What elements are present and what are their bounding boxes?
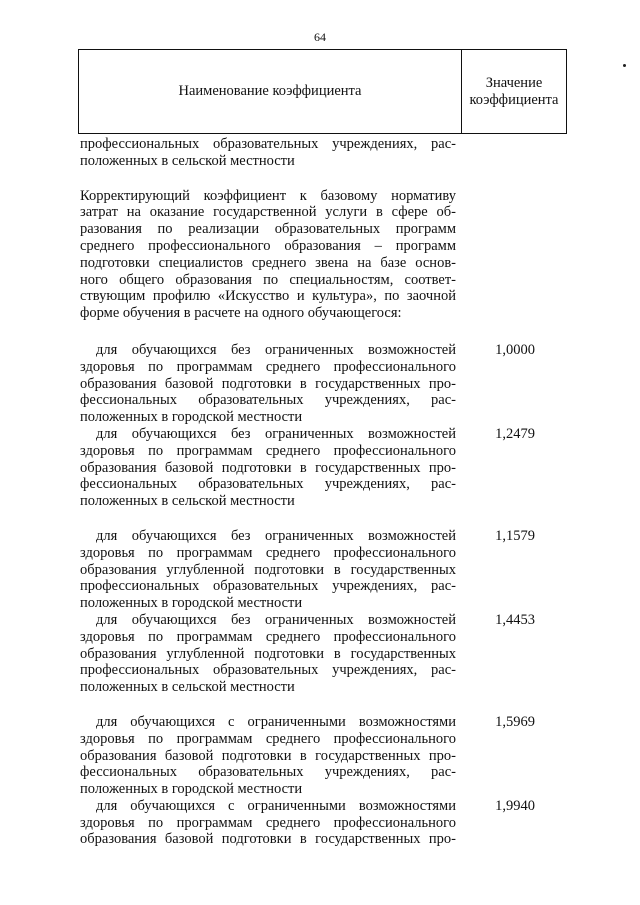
text-line: образования углубленной подготовки в государственных bbox=[80, 645, 456, 662]
table-row bbox=[80, 136, 568, 170]
text-line: профессиональных образовательных учреждениях, рас- bbox=[80, 578, 456, 595]
text-line: образования базовой подготовки в государственных про- bbox=[80, 459, 456, 476]
text-line: фессиональных образовательных учреждениях, рас- bbox=[80, 476, 456, 493]
row-value: 1,1579 bbox=[495, 527, 535, 544]
text-line: положенных в сельской местности bbox=[80, 493, 295, 510]
row-value: 1,9940 bbox=[495, 797, 535, 814]
text-line: разования по реализации образовательных программ bbox=[80, 221, 456, 238]
text-line: затрат на оказание государственной услуги в сфере об- bbox=[80, 204, 456, 221]
text-line: для обучающихся без ограниченных возможностей bbox=[96, 611, 456, 628]
row-description bbox=[80, 714, 456, 798]
text-line: здоровья по программам среднего профессионального bbox=[80, 544, 456, 561]
row-description bbox=[80, 528, 456, 612]
row-value: 1,4453 bbox=[495, 611, 535, 628]
text-line: профессиональных образовательных учреждениях, рас- bbox=[80, 662, 456, 679]
row-description bbox=[80, 188, 456, 322]
text-line: здоровья по программам среднего профессионального bbox=[80, 628, 456, 645]
text-line: положенных в сельской местности bbox=[80, 152, 295, 169]
row-description bbox=[80, 798, 456, 848]
text-line: для обучающихся без ограниченных возможностей bbox=[96, 341, 456, 358]
text-line: ствующим профилю «Искусство и культура», по заочной bbox=[80, 288, 456, 305]
table-row bbox=[80, 426, 568, 510]
row-description bbox=[80, 612, 456, 696]
text-line: образования базовой подготовки в государственных про- bbox=[80, 831, 456, 848]
scan-mark bbox=[623, 64, 626, 67]
row-description bbox=[80, 426, 456, 510]
column-header-value: Значение коэффициента bbox=[469, 74, 559, 108]
text-line: профессиональных образовательных учреждениях, рас- bbox=[80, 136, 456, 152]
text-line: здоровья по программам среднего профессионального bbox=[80, 730, 456, 747]
table-row bbox=[80, 612, 568, 696]
text-line: Корректирующий коэффициент к базовому нормативу bbox=[80, 187, 456, 204]
text-line: фессиональных образовательных учреждениях, рас- bbox=[80, 764, 456, 781]
text-line: положенных в городской местности bbox=[80, 409, 303, 426]
text-line: образования базовой подготовки в государственных про- bbox=[80, 375, 456, 392]
text-line: среднего профессионального образования – программ bbox=[80, 237, 456, 254]
page-number: 64 bbox=[314, 30, 326, 44]
text-line: образования базовой подготовки в государственных про- bbox=[80, 747, 456, 764]
text-line: здоровья по программам среднего профессионального bbox=[80, 358, 456, 375]
table-header bbox=[78, 49, 567, 134]
table-row bbox=[80, 714, 568, 798]
text-line: положенных в сельской местности bbox=[80, 679, 295, 696]
row-value: 1,2479 bbox=[495, 425, 535, 442]
text-line: для обучающихся без ограниченных возможностей bbox=[96, 425, 456, 442]
text-line: для обучающихся с ограниченными возможностями bbox=[96, 797, 456, 814]
table-row bbox=[80, 798, 568, 848]
table-row bbox=[80, 528, 568, 612]
text-line: для обучающихся без ограниченных возможностей bbox=[96, 527, 456, 544]
table-body bbox=[80, 134, 568, 848]
text-line: здоровья по программам среднего профессионального bbox=[80, 442, 456, 459]
row-value: 1,5969 bbox=[495, 713, 535, 730]
text-line: ного общего образования по специальностям, соответ- bbox=[80, 271, 456, 288]
row-description bbox=[80, 342, 456, 426]
row-description bbox=[80, 136, 456, 170]
text-line: подготовки специалистов среднего звена на базе основ- bbox=[80, 254, 456, 271]
text-line: образования углубленной подготовки в государственных bbox=[80, 561, 456, 578]
text-line: для обучающихся с ограниченными возможностями bbox=[96, 713, 456, 730]
table-row bbox=[80, 188, 568, 322]
text-line: положенных в городской местности bbox=[80, 595, 303, 612]
text-line: фессиональных образовательных учреждениях, рас- bbox=[80, 392, 456, 409]
row-value: 1,0000 bbox=[495, 341, 535, 358]
column-header-name: Наименование коэффициента bbox=[79, 50, 462, 133]
text-line: здоровья по программам среднего профессионального bbox=[80, 814, 456, 831]
text-line: положенных в городской местности bbox=[80, 781, 303, 798]
text-line: форме обучения в расчете на одного обучающегося: bbox=[80, 305, 402, 322]
table-row bbox=[80, 342, 568, 426]
